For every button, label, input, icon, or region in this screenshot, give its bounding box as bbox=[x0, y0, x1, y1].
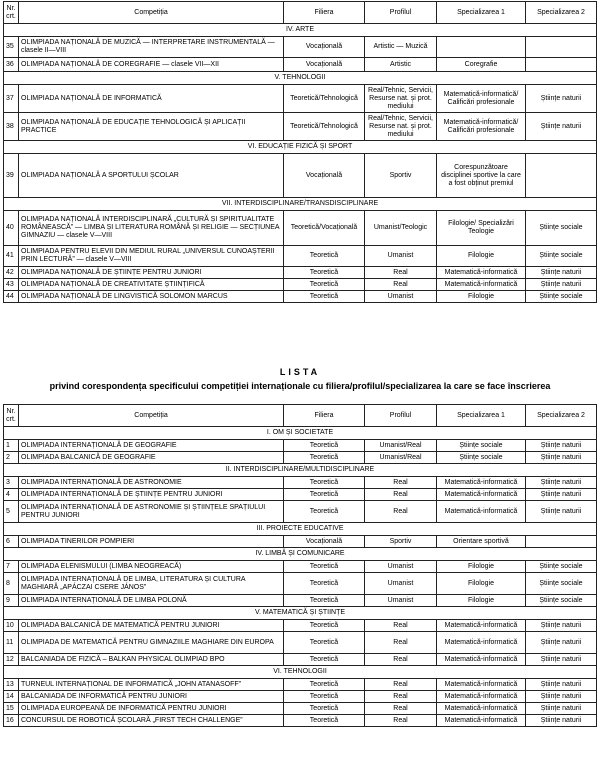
cell-filiera: Teoretică bbox=[284, 691, 365, 703]
cell-spec1: Științe sociale bbox=[437, 452, 526, 464]
cell-spec1: Matematică-informatică bbox=[437, 477, 526, 489]
table-row bbox=[4, 477, 597, 489]
cell-nr: 2 bbox=[4, 452, 19, 464]
cell-profil: Sportiv bbox=[365, 154, 437, 198]
cell-profil: Umanist bbox=[365, 246, 437, 267]
table-row bbox=[4, 154, 597, 198]
cell-spec2: Științe sociale bbox=[526, 573, 597, 595]
table-row bbox=[4, 279, 597, 291]
header-filiera: Filiera bbox=[284, 2, 365, 24]
cell-profil: Real bbox=[365, 679, 437, 691]
cell-competition: OLIMPIADA NAȚIONALĂ INTERDISCIPLINARĂ „CULTURĂ ȘI SPIRITUALITATE ROMÂNEASCĂ” — LIMBA ȘI LITERATURA ROMÂNĂ ȘI RELIGIE — SECȚIUNEA GIMNAZIU — clasele V—VIII bbox=[19, 211, 284, 246]
section-title: V. MATEMATICĂ ȘI ȘTIINȚE bbox=[4, 607, 597, 620]
cell-filiera: Teoretică/Tehnologică bbox=[284, 85, 365, 113]
cell-competition: OLIMPIADA INTERNAȚIONALĂ DE ȘTIINȚE PENTRU JUNIORI bbox=[19, 489, 284, 501]
cell-filiera: Vocațională bbox=[284, 37, 365, 58]
cell-filiera: Vocațională bbox=[284, 58, 365, 72]
section-title: VII. INTERDISCIPLINARE/TRANSDISCIPLINARE bbox=[4, 198, 597, 211]
cell-nr: 10 bbox=[4, 620, 19, 632]
cell-competition: OLIMPIADA NAȚIONALĂ DE COREGRAFIE — clasele VII—XII bbox=[19, 58, 284, 72]
cell-spec2: Științe naturii bbox=[526, 477, 597, 489]
table-row bbox=[4, 246, 597, 267]
cell-competition: OLIMPIADA NAȚIONALĂ DE LINGVISTICĂ SOLOMON MARCUS bbox=[19, 291, 284, 303]
section-header-row bbox=[4, 198, 597, 211]
cell-spec2: Științe naturii bbox=[526, 113, 597, 141]
cell-competition: OLIMPIADA DE MATEMATICĂ PENTRU GIMNAZIILE MAGHIARE DIN EUROPA bbox=[19, 632, 284, 654]
cell-filiera: Teoretică bbox=[284, 291, 365, 303]
header-profil: Profilul bbox=[365, 405, 437, 427]
table-row bbox=[4, 715, 597, 727]
cell-spec2: Științe naturii bbox=[526, 691, 597, 703]
cell-competition: OLIMPIADA INTERNAȚIONALĂ DE ASTRONOMIE ȘI ȘTIINȚELE SPAȚIULUI PENTRU JUNIORI bbox=[19, 501, 284, 523]
cell-spec2: Științe naturii bbox=[526, 85, 597, 113]
section-title: V. TEHNOLOGII bbox=[4, 72, 597, 85]
cell-nr: 15 bbox=[4, 703, 19, 715]
cell-profil: Umanist/Teologic bbox=[365, 211, 437, 246]
cell-profil: Umanist bbox=[365, 595, 437, 607]
cell-nr: 8 bbox=[4, 573, 19, 595]
cell-spec1: Matematică-informatică bbox=[437, 620, 526, 632]
cell-profil: Umanist bbox=[365, 573, 437, 595]
cell-competition: CONCURSUL DE ROBOTICĂ ȘCOLARĂ „FIRST TECH CHALLENGE” bbox=[19, 715, 284, 727]
cell-competition: OLIMPIADA ELENISMULUI (LIMBA NEOGREACĂ) bbox=[19, 561, 284, 573]
cell-profil: Real/Tehnic, Servicii, Resurse nat. și prot. mediului bbox=[365, 85, 437, 113]
section-title: III. PROIECTE EDUCATIVE bbox=[4, 523, 597, 536]
section-title: IV. ARTE bbox=[4, 24, 597, 37]
cell-nr: 11 bbox=[4, 632, 19, 654]
table-row bbox=[4, 679, 597, 691]
table-row bbox=[4, 211, 597, 246]
cell-spec1: Matematică-informatică bbox=[437, 691, 526, 703]
header-spec1: Specializarea 1 bbox=[437, 2, 526, 24]
cell-spec1: Filologie bbox=[437, 595, 526, 607]
cell-nr: 42 bbox=[4, 267, 19, 279]
cell-spec2: Științe naturii bbox=[526, 715, 597, 727]
cell-spec1 bbox=[437, 37, 526, 58]
cell-spec2: Științe naturii bbox=[526, 632, 597, 654]
cell-spec2 bbox=[526, 154, 597, 198]
cell-filiera: Vocațională bbox=[284, 154, 365, 198]
cell-spec2: Științe naturii bbox=[526, 501, 597, 523]
table-row bbox=[4, 595, 597, 607]
cell-competition: OLIMPIADA INTERNAȚIONALĂ DE LIMBA, LITERATURA ȘI CULTURA MAGHIARĂ „APÁCZAI CSERE JÁNOS” bbox=[19, 573, 284, 595]
cell-profil: Real bbox=[365, 715, 437, 727]
cell-competition: OLIMPIADA TINERILOR POMPIERI bbox=[19, 536, 284, 548]
table-row bbox=[4, 58, 597, 72]
cell-spec2: Științe sociale bbox=[526, 246, 597, 267]
cell-nr: 6 bbox=[4, 536, 19, 548]
section-title: I. OM ȘI SOCIETATE bbox=[4, 427, 597, 440]
cell-spec1: Matematică-informatică bbox=[437, 489, 526, 501]
cell-nr: 44 bbox=[4, 291, 19, 303]
cell-profil: Real bbox=[365, 632, 437, 654]
section-header-row bbox=[4, 72, 597, 85]
table-row bbox=[4, 267, 597, 279]
cell-spec1: Matematică-informatică bbox=[437, 654, 526, 666]
cell-spec1: Coregrafie bbox=[437, 58, 526, 72]
cell-spec1: Matematică-informatică bbox=[437, 267, 526, 279]
cell-filiera: Teoretică/Tehnologică bbox=[284, 113, 365, 141]
section-title: II. INTERDISCIPLINARE/MULTIDISCIPLINARE bbox=[4, 464, 597, 477]
cell-filiera: Teoretică bbox=[284, 246, 365, 267]
cell-spec1: Corespunzătoare disciplinei sportive la care a fost obținut premiul bbox=[437, 154, 526, 198]
cell-spec1: Matematică-informatică bbox=[437, 632, 526, 654]
cell-profil: Real/Tehnic, Servicii, Resurse nat. și prot. mediului bbox=[365, 113, 437, 141]
cell-spec2: Științe naturii bbox=[526, 679, 597, 691]
cell-nr: 40 bbox=[4, 211, 19, 246]
table-header-row bbox=[4, 405, 597, 427]
cell-profil: Umanist/Real bbox=[365, 440, 437, 452]
cell-spec1: Matematică-informatică/ Calificări profesionale bbox=[437, 113, 526, 141]
cell-spec1: Matematică-informatică bbox=[437, 501, 526, 523]
cell-spec1: Științe sociale bbox=[437, 440, 526, 452]
section-title: VI. EDUCAȚIE FIZICĂ ȘI SPORT bbox=[4, 141, 597, 154]
table-row bbox=[4, 85, 597, 113]
header-competition: Competiția bbox=[19, 405, 284, 427]
cell-spec1: Filologie bbox=[437, 573, 526, 595]
cell-spec1: Filologie bbox=[437, 291, 526, 303]
cell-profil: Real bbox=[365, 654, 437, 666]
cell-spec1: Matematică-informatică/ Calificări profesionale bbox=[437, 85, 526, 113]
table-row bbox=[4, 489, 597, 501]
cell-filiera: Teoretică/Vocațională bbox=[284, 211, 365, 246]
cell-filiera: Teoretică bbox=[284, 561, 365, 573]
cell-competition: OLIMPIADA NAȚIONALĂ DE ȘTIINȚE PENTRU JUNIORI bbox=[19, 267, 284, 279]
cell-competition: OLIMPIADA BALCANICĂ DE GEOGRAFIE bbox=[19, 452, 284, 464]
cell-profil: Umanist bbox=[365, 291, 437, 303]
cell-nr: 1 bbox=[4, 440, 19, 452]
cell-spec2: Științe sociale bbox=[526, 291, 597, 303]
header-competition: Competiția bbox=[19, 2, 284, 24]
table-row bbox=[4, 37, 597, 58]
cell-spec2: Științe naturii bbox=[526, 703, 597, 715]
table-row bbox=[4, 703, 597, 715]
list-subtitle: privind corespondența specificului competiției internaționale cu filiera/profilul/specializarea la care se face înscrierea bbox=[49, 381, 551, 391]
cell-spec2: Științe naturii bbox=[526, 654, 597, 666]
competition-table-national bbox=[3, 1, 597, 303]
cell-spec2: Științe naturii bbox=[526, 452, 597, 464]
cell-spec2: Științe naturii bbox=[526, 267, 597, 279]
cell-nr: 39 bbox=[4, 154, 19, 198]
cell-filiera: Teoretică bbox=[284, 654, 365, 666]
header-nr: Nr. crt. bbox=[4, 405, 19, 427]
cell-competition: TURNEUL INTERNAȚIONAL DE INFORMATICĂ „JOHN ATANASOFF” bbox=[19, 679, 284, 691]
section-header-row bbox=[4, 548, 597, 561]
cell-profil: Real bbox=[365, 267, 437, 279]
table-row bbox=[4, 691, 597, 703]
cell-spec1: Orientare sportivă bbox=[437, 536, 526, 548]
cell-filiera: Teoretică bbox=[284, 703, 365, 715]
cell-nr: 12 bbox=[4, 654, 19, 666]
cell-nr: 41 bbox=[4, 246, 19, 267]
cell-spec1: Filologie/ Specializări Teologie bbox=[437, 211, 526, 246]
cell-nr: 13 bbox=[4, 679, 19, 691]
table-row bbox=[4, 452, 597, 464]
list-title: LISTA bbox=[279, 367, 321, 377]
cell-spec1: Filologie bbox=[437, 561, 526, 573]
cell-spec2: Științe naturii bbox=[526, 279, 597, 291]
spacer bbox=[0, 349, 600, 367]
cell-profil: Sportiv bbox=[365, 536, 437, 548]
cell-spec1: Matematică-informatică bbox=[437, 679, 526, 691]
cell-spec1: Matematică-informatică bbox=[437, 715, 526, 727]
cell-competition: OLIMPIADA NAȚIONALĂ A SPORTULUI ȘCOLAR bbox=[19, 154, 284, 198]
cell-competition: OLIMPIADA INTERNAȚIONALĂ DE GEOGRAFIE bbox=[19, 440, 284, 452]
header-nr: Nr. crt. bbox=[4, 2, 19, 24]
header-profil: Profilul bbox=[365, 2, 437, 24]
cell-filiera: Vocațională bbox=[284, 536, 365, 548]
cell-nr: 7 bbox=[4, 561, 19, 573]
cell-filiera: Teoretică bbox=[284, 632, 365, 654]
cell-filiera: Teoretică bbox=[284, 440, 365, 452]
cell-spec2: Științe sociale bbox=[526, 561, 597, 573]
table-row bbox=[4, 501, 597, 523]
table-row bbox=[4, 620, 597, 632]
cell-profil: Real bbox=[365, 489, 437, 501]
cell-profil: Umanist/Real bbox=[365, 452, 437, 464]
cell-nr: 43 bbox=[4, 279, 19, 291]
header-spec2: Specializarea 2 bbox=[526, 2, 597, 24]
cell-filiera: Teoretică bbox=[284, 679, 365, 691]
cell-competition: OLIMPIADA BALCANICĂ DE MATEMATICĂ PENTRU JUNIORI bbox=[19, 620, 284, 632]
cell-filiera: Teoretică bbox=[284, 715, 365, 727]
cell-competition: OLIMPIADA NAȚIONALĂ DE INFORMATICĂ bbox=[19, 85, 284, 113]
cell-competition: OLIMPIADA INTERNAȚIONALĂ DE ASTRONOMIE bbox=[19, 477, 284, 489]
section-title: IV. LIMBĂ ȘI COMUNICARE bbox=[4, 548, 597, 561]
table-body bbox=[4, 24, 597, 303]
cell-competition: OLIMPIADA EUROPEANĂ DE INFORMATICĂ PENTRU JUNIORI bbox=[19, 703, 284, 715]
cell-profil: Real bbox=[365, 703, 437, 715]
cell-profil: Real bbox=[365, 691, 437, 703]
section-header-row bbox=[4, 464, 597, 477]
header-spec2: Specializarea 2 bbox=[526, 405, 597, 427]
cell-competition: BALCANIADA DE INFORMATICĂ PENTRU JUNIORI bbox=[19, 691, 284, 703]
cell-filiera: Teoretică bbox=[284, 477, 365, 489]
cell-competition: OLIMPIADA PENTRU ELEVII DIN MEDIUL RURAL „UNIVERSUL CUNOAȘTERII PRIN LECTURĂ” — clasele V—VIII bbox=[19, 246, 284, 267]
section-header-row bbox=[4, 523, 597, 536]
cell-filiera: Teoretică bbox=[284, 489, 365, 501]
section-header-row bbox=[4, 141, 597, 154]
table-row bbox=[4, 654, 597, 666]
cell-nr: 38 bbox=[4, 113, 19, 141]
table-header-row bbox=[4, 2, 597, 24]
cell-profil: Real bbox=[365, 477, 437, 489]
cell-spec2: Științe sociale bbox=[526, 595, 597, 607]
cell-nr: 3 bbox=[4, 477, 19, 489]
cell-filiera: Teoretică bbox=[284, 279, 365, 291]
cell-nr: 37 bbox=[4, 85, 19, 113]
cell-spec2 bbox=[526, 37, 597, 58]
table-row bbox=[4, 291, 597, 303]
cell-competition: BALCANIADA DE FIZICĂ – BALKAN PHYSICAL OLIMPIAD BPO bbox=[19, 654, 284, 666]
table-row bbox=[4, 573, 597, 595]
cell-spec2: Științe naturii bbox=[526, 620, 597, 632]
cell-profil: Artistic — Muzică bbox=[365, 37, 437, 58]
cell-spec2: Științe naturii bbox=[526, 440, 597, 452]
cell-spec2 bbox=[526, 536, 597, 548]
section-header-row bbox=[4, 427, 597, 440]
header-filiera: Filiera bbox=[284, 405, 365, 427]
table-row bbox=[4, 632, 597, 654]
cell-nr: 5 bbox=[4, 501, 19, 523]
competition-table-international bbox=[3, 404, 597, 727]
cell-competition: OLIMPIADA INTERNAȚIONALĂ DE LIMBA POLONĂ bbox=[19, 595, 284, 607]
cell-competition: OLIMPIADA NAȚIONALĂ DE MUZICĂ — INTERPRETARE INSTRUMENTALĂ — clasele II—VIII bbox=[19, 37, 284, 58]
table-body bbox=[4, 427, 597, 727]
table-row bbox=[4, 561, 597, 573]
cell-spec1: Matematică-informatică bbox=[437, 703, 526, 715]
cell-filiera: Teoretică bbox=[284, 267, 365, 279]
cell-spec2 bbox=[526, 58, 597, 72]
cell-filiera: Teoretică bbox=[284, 452, 365, 464]
table-row bbox=[4, 440, 597, 452]
cell-nr: 35 bbox=[4, 37, 19, 58]
section-header-row bbox=[4, 607, 597, 620]
section-title: VI. TEHNOLOGII bbox=[4, 666, 597, 679]
cell-filiera: Teoretică bbox=[284, 501, 365, 523]
cell-nr: 16 bbox=[4, 715, 19, 727]
cell-nr: 4 bbox=[4, 489, 19, 501]
cell-filiera: Teoretică bbox=[284, 595, 365, 607]
header-spec1: Specializarea 1 bbox=[437, 405, 526, 427]
section-header-row bbox=[4, 24, 597, 37]
section-header-row bbox=[4, 666, 597, 679]
cell-spec1: Filologie bbox=[437, 246, 526, 267]
cell-profil: Artistic bbox=[365, 58, 437, 72]
table-row bbox=[4, 113, 597, 141]
cell-spec2: Științe naturii bbox=[526, 489, 597, 501]
cell-filiera: Teoretică bbox=[284, 573, 365, 595]
cell-competition: OLIMPIADA NAȚIONALĂ DE EDUCAȚIE TEHNOLOGICĂ ȘI APLICAȚII PRACTICE bbox=[19, 113, 284, 141]
cell-spec1: Matematică-informatică bbox=[437, 279, 526, 291]
cell-nr: 14 bbox=[4, 691, 19, 703]
cell-filiera: Teoretică bbox=[284, 620, 365, 632]
cell-profil: Real bbox=[365, 279, 437, 291]
cell-profil: Real bbox=[365, 501, 437, 523]
cell-spec2: Științe sociale bbox=[526, 211, 597, 246]
table-row bbox=[4, 536, 597, 548]
cell-competition: OLIMPIADA NAȚIONALĂ DE CREATIVITATE ȘTIINȚIFICĂ bbox=[19, 279, 284, 291]
cell-profil: Real bbox=[365, 620, 437, 632]
cell-nr: 36 bbox=[4, 58, 19, 72]
cell-nr: 9 bbox=[4, 595, 19, 607]
cell-profil: Umanist bbox=[365, 561, 437, 573]
